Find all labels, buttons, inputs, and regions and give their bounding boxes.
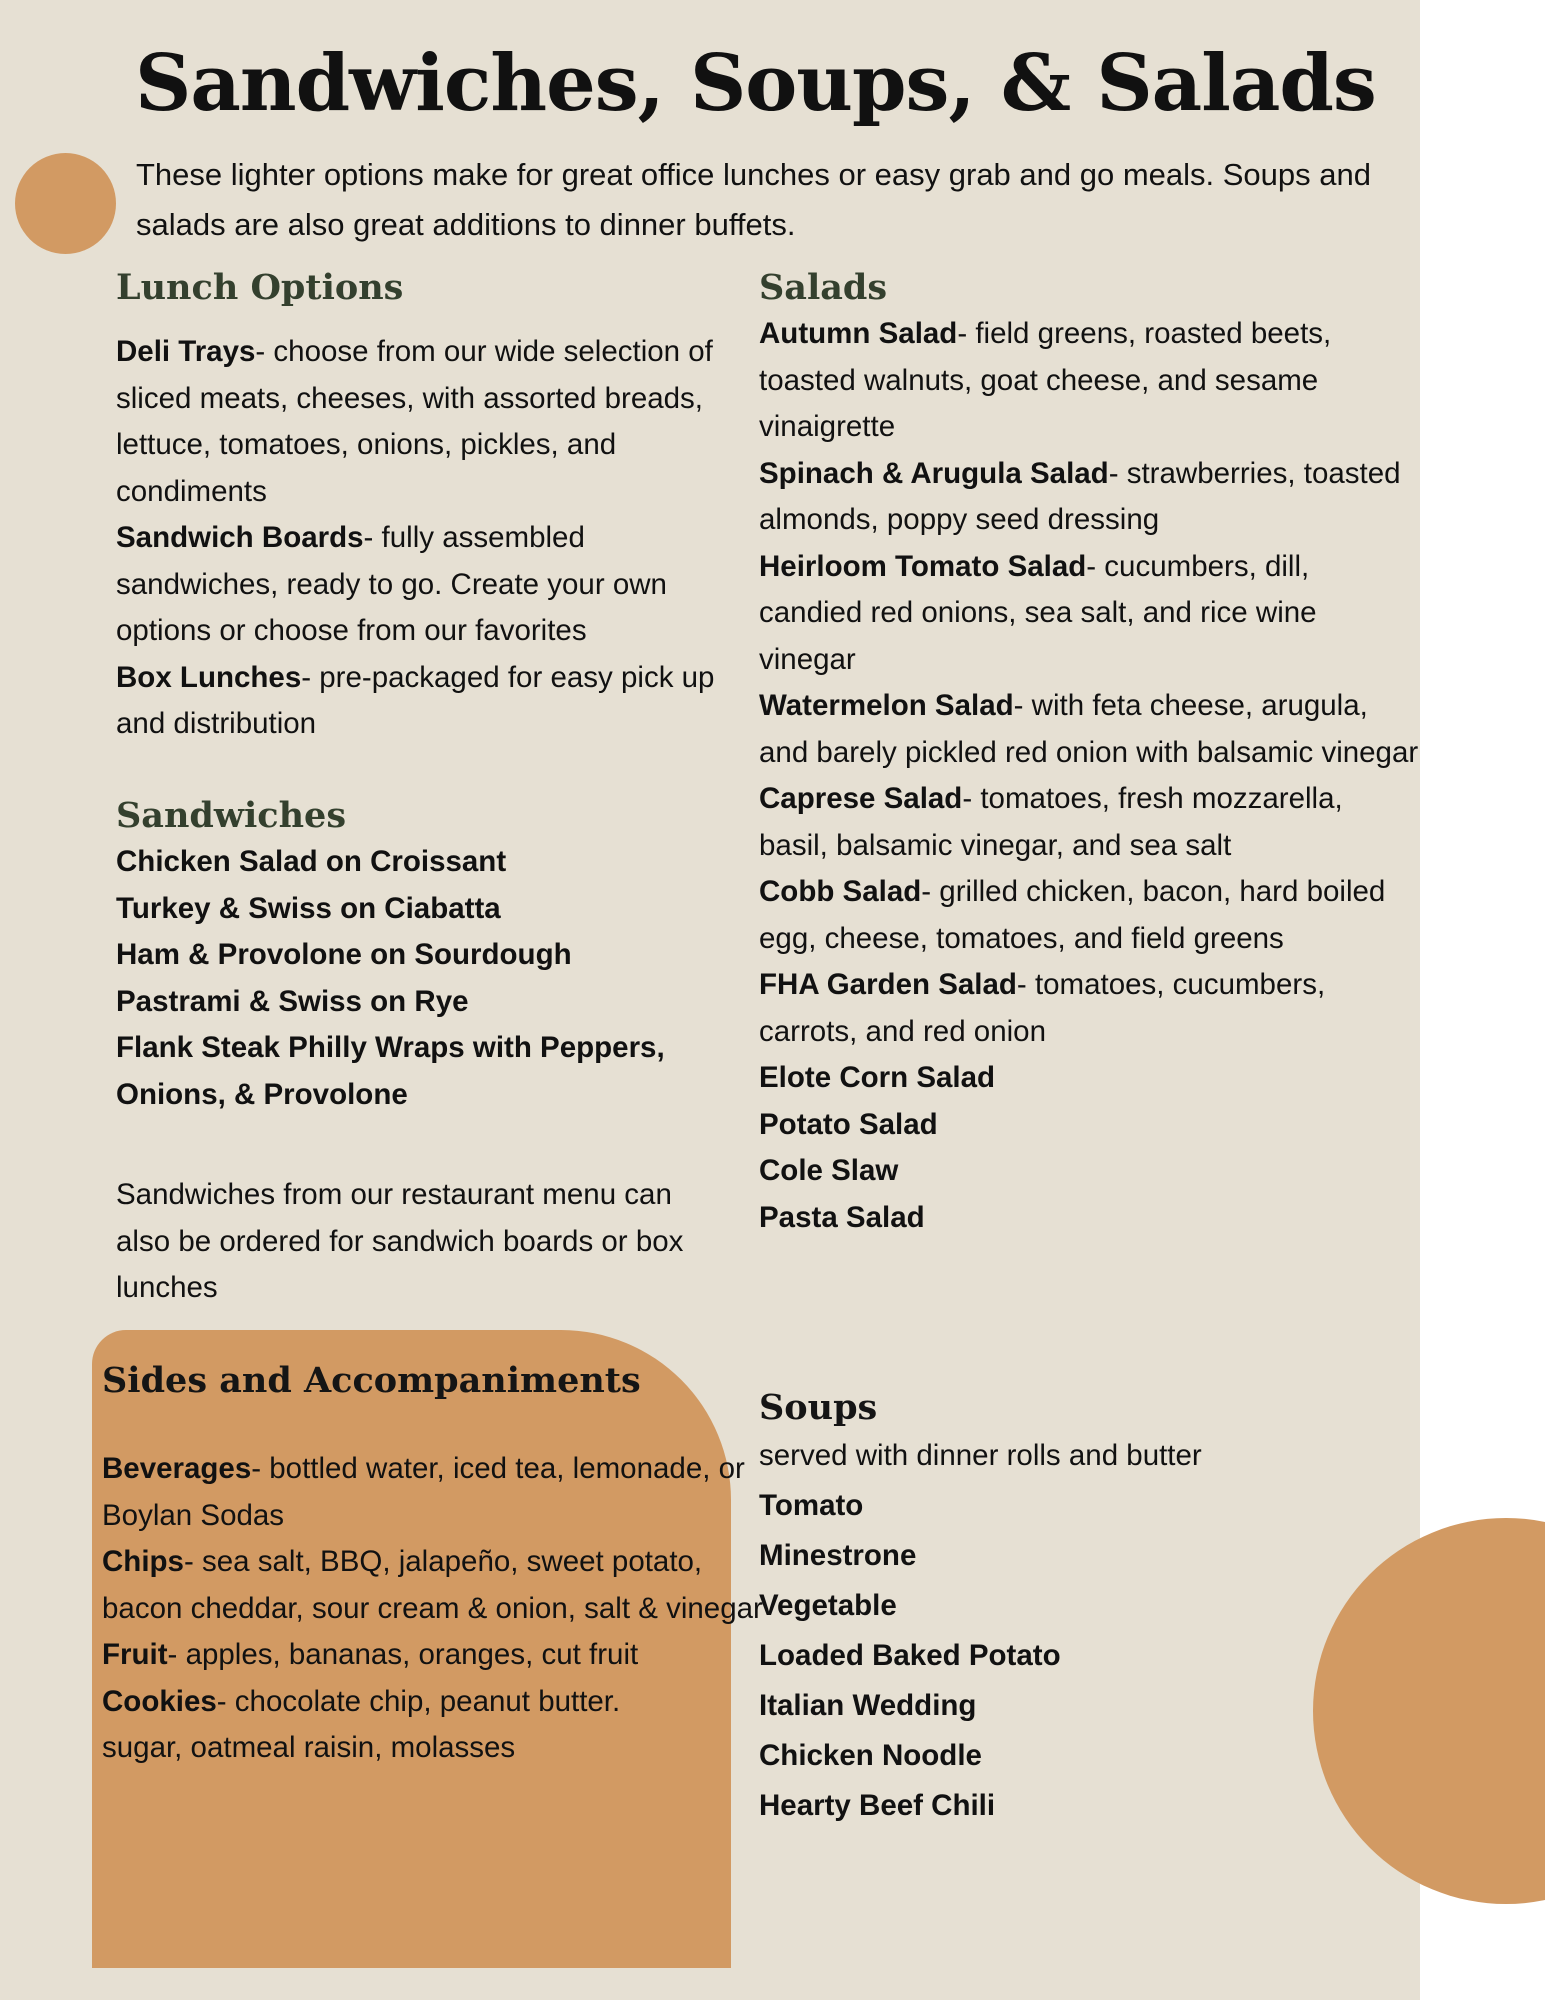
list-item: Tomato [759, 1489, 864, 1522]
menu-item [102, 1679, 702, 1772]
item-name: Elote Corn Salad [759, 1061, 996, 1094]
item-name: Fruit [102, 1638, 168, 1671]
decorative-circle-small [15, 153, 116, 254]
menu-item [759, 1195, 1419, 1242]
item-name: Sandwich Boards [116, 521, 364, 554]
item-description: - bottled water, iced tea, lemonade, or Boylan Sodas [102, 1452, 745, 1532]
menu-item [759, 1148, 1419, 1195]
menu-item [116, 329, 716, 515]
list-item: Italian Wedding [759, 1689, 977, 1722]
item-name: Heirloom Tomato Salad [759, 549, 1087, 583]
item-description: - apples, bananas, oranges, cut fruit [167, 1638, 639, 1671]
menu-item [759, 311, 1419, 451]
sandwiches-note [116, 1172, 716, 1312]
list-item: Loaded Baked Potato [759, 1639, 1061, 1672]
item-description: - strawberries, toasted almonds, poppy seed dressing [759, 456, 1401, 536]
list-item: Turkey & Swiss on Ciabatta [116, 891, 501, 925]
sandwiches-heading: Sandwiches [116, 795, 347, 836]
soups-heading: Soups [759, 1387, 878, 1428]
soups-subtitle: served with dinner rolls and butter [759, 1439, 1202, 1472]
menu-item [759, 544, 1419, 684]
item-description: - grilled chicken, bacon, hard boiled egg, cheese, tomatoes, and field greens [759, 875, 1386, 955]
item-description: - cucumbers, dill, candied red onions, sea salt, and rice wine vinegar [759, 549, 1317, 676]
item-name: Chips [102, 1545, 184, 1578]
menu-item [759, 451, 1419, 544]
sandwiches-section [116, 793, 736, 1118]
item-name: Watermelon Salad [759, 689, 1014, 722]
item-name: Cookies [102, 1684, 217, 1718]
salads-section [759, 265, 1419, 1241]
sides-heading: Sides and Accompaniments [102, 1360, 641, 1401]
item-description: - tomatoes, fresh mozzarella, basil, balsamic vinegar, and sea salt [759, 782, 1343, 862]
intro-text: These lighter options make for great office lunches or easy grab and go meals. Soups and salads are also great additions to dinner buffets. [136, 157, 1371, 242]
item-name: Autumn Salad [759, 317, 958, 350]
item-name: Beverages [102, 1452, 252, 1485]
item-description: - tomatoes, cucumbers, carrots, and red onion [759, 968, 1326, 1048]
menu-item [102, 1446, 782, 1539]
lunch-options-section [116, 265, 716, 748]
soups-section [759, 1385, 1379, 1831]
menu-item [759, 869, 1419, 962]
menu-item [116, 515, 716, 655]
item-description: - sea salt, BBQ, jalapeño, sweet potato, bacon cheddar, sour cream & onion, salt & vinegar [102, 1545, 763, 1625]
item-name: Deli Trays [116, 335, 256, 368]
item-name: Potato Salad [759, 1107, 938, 1141]
menu-item [102, 1632, 782, 1679]
sandwiches-note-text: Sandwiches from our restaurant menu can also be ordered for sandwich boards or box lunches [116, 1178, 684, 1304]
list-item: Vegetable [759, 1589, 897, 1622]
item-name: Box Lunches [116, 660, 302, 694]
list-item: Minestrone [759, 1539, 917, 1572]
soups-list [759, 1481, 1379, 1831]
item-description: - fully assembled sandwiches, ready to go. Create your own options or choose from our favorites [116, 521, 667, 647]
item-description: - pre-packaged for easy pick up and distribution [116, 660, 715, 740]
salads-heading: Salads [759, 267, 888, 308]
item-description: - with feta cheese, arugula, and barely pickled red onion with balsamic vinegar [759, 689, 1419, 769]
menu-item [759, 962, 1419, 1055]
item-name: FHA Garden Salad [759, 968, 1017, 1001]
item-name: Caprese Salad [759, 782, 963, 815]
item-description: - chocolate chip, peanut butter. sugar, oatmeal raisin, molasses [102, 1684, 621, 1764]
list-item: Chicken Salad on Croissant [116, 845, 507, 878]
item-name: Spinach & Arugula Salad [759, 456, 1109, 490]
menu-item [759, 776, 1419, 869]
menu-item [759, 1055, 1419, 1102]
item-description: - field greens, roasted beets, toasted walnuts, goat cheese, and sesame vinaigrette [759, 317, 1332, 443]
page-title: Sandwiches, Soups, & Salads [135, 38, 1376, 129]
menu-item [116, 655, 716, 748]
item-name: Cobb Salad [759, 875, 922, 908]
list-item: Flank Steak Philly Wraps with Peppers, Onions, & Provolone [116, 1031, 665, 1111]
sides-section [102, 1358, 782, 1772]
menu-item [102, 1539, 782, 1632]
list-item: Chicken Noodle [759, 1739, 982, 1772]
list-item: Pastrami & Swiss on Rye [116, 984, 469, 1018]
item-name: Pasta Salad [759, 1200, 925, 1234]
menu-item [759, 1102, 1419, 1149]
list-item: Ham & Provolone on Sourdough [116, 938, 572, 971]
list-item: Hearty Beef Chili [759, 1789, 996, 1822]
lunch-options-heading: Lunch Options [116, 267, 404, 308]
item-description: - choose from our wide selection of sliced meats, cheeses, with assorted breads, lettuce, tomatoes, onions, pickles, and condiments [116, 335, 713, 508]
menu-item [759, 683, 1419, 776]
item-name: Cole Slaw [759, 1154, 899, 1187]
